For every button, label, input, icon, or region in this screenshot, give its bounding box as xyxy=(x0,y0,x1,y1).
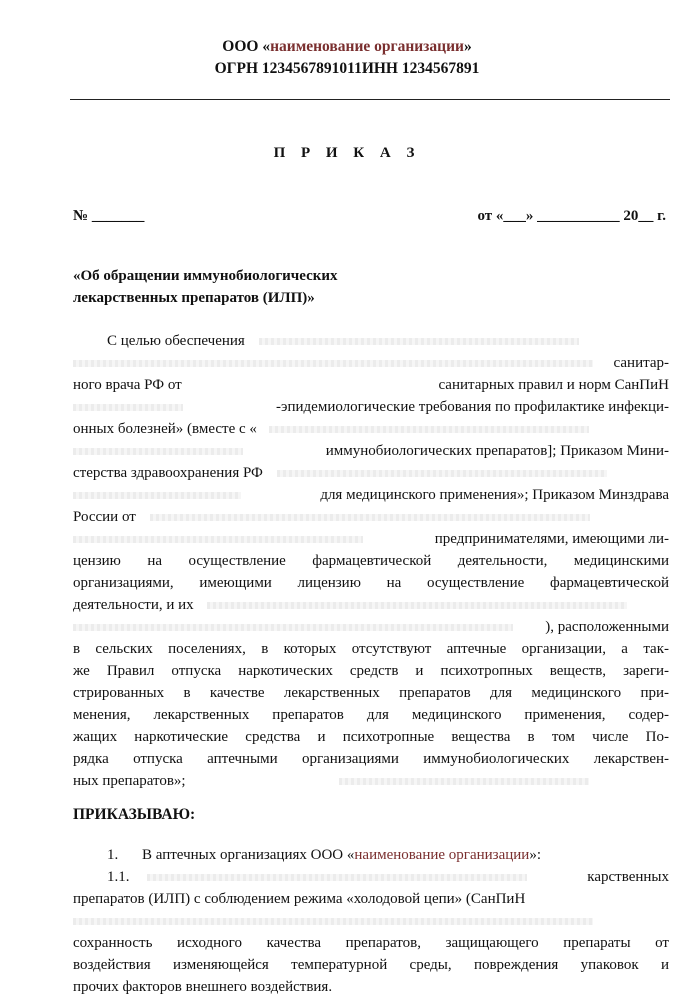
redacted-text xyxy=(269,426,589,433)
ogrn-inn-line: ОГРН 1234567891011ИНН 1234567891 xyxy=(214,60,480,77)
body-line-13 xyxy=(73,596,669,614)
redacted-text xyxy=(73,360,593,367)
item-1-1-line-2 xyxy=(73,890,669,908)
redacted-text xyxy=(73,404,183,411)
body-line-18: менения, лекарственных препаратов для медицинского применения, содер- xyxy=(73,707,669,723)
org-name-placeholder: наименование организации xyxy=(270,38,464,55)
body-text: ного врача РФ от xyxy=(73,377,182,393)
body-line-19: жащих наркотические средства и психотропные вещества в том числе По- xyxy=(73,729,669,745)
body-line-9 xyxy=(73,508,669,526)
body-line-11: цензию на осуществление фармацевтической деятельности, медицинскими xyxy=(73,553,669,569)
item-text: В аптечных организациях ООО « xyxy=(142,847,355,863)
body-line-20: рядка отпуска аптечными организациями иммунобиологических лекарствен- xyxy=(73,751,669,767)
redacted-text xyxy=(73,624,513,631)
order-date: от «___» ___________ 20__ г. xyxy=(477,208,666,224)
redacted-text xyxy=(277,470,607,477)
item-1-1-line-gap xyxy=(73,912,669,930)
body-text: России от xyxy=(73,509,136,525)
item-number: 1.1. xyxy=(107,869,130,885)
body-line-21 xyxy=(73,772,589,790)
item-text: препаратов (ИЛП) с соблюдением режима «холодовой цепи» (СанПиН xyxy=(73,891,526,907)
body-line-6 xyxy=(73,442,669,460)
redacted-text xyxy=(339,778,589,785)
body-text: деятельности, и их xyxy=(73,597,194,613)
redacted-text xyxy=(259,338,579,345)
body-line-17: стрированных в качестве лекарственных препаратов для медицинского при- xyxy=(73,685,669,701)
body-line-8 xyxy=(73,486,669,504)
redacted-text xyxy=(150,514,590,521)
body-line-2 xyxy=(73,354,669,372)
body-text: -эпидемиологические требования по профилактике инфекци- xyxy=(276,399,669,415)
body-text: стерства здравоохранения РФ xyxy=(73,465,263,481)
body-text: ных препаратов»; xyxy=(73,773,186,789)
item-text-suffix: »: xyxy=(529,847,541,863)
body-line-12: организациями, имеющими лицензию на осуществление фармацевтической xyxy=(73,575,669,591)
redacted-text xyxy=(73,492,241,499)
organization-name-line xyxy=(0,38,694,56)
redacted-text xyxy=(73,918,593,925)
body-text: санитарных правил и норм СанПиН xyxy=(438,377,669,393)
header-divider xyxy=(70,99,670,100)
redacted-text xyxy=(147,874,527,881)
body-line-15: в сельских поселениях, в которых отсутствуют аптечные организации, а так- xyxy=(73,641,669,657)
redacted-text xyxy=(73,448,243,455)
org-prefix: ООО « xyxy=(222,38,271,55)
body-text: ), расположенными xyxy=(545,619,669,635)
body-line-7 xyxy=(73,464,669,482)
body-line-3 xyxy=(73,376,669,394)
item-1-1-line-1 xyxy=(107,868,669,886)
order-number: № _______ xyxy=(73,208,145,224)
body-line-10 xyxy=(73,530,669,548)
body-text: С целью обеспечения xyxy=(107,333,245,349)
body-text: предпринимателями, имеющими ли- xyxy=(434,531,669,547)
body-line-5 xyxy=(73,420,669,438)
item-number: 1. xyxy=(107,847,119,863)
item-1-1-line-3: сохранность исходного качества препаратов, защищающего препараты от xyxy=(73,935,669,951)
item-1-1-line-4: воздействия изменяющейся температурной среды, повреждения упаковок и xyxy=(73,957,669,973)
redacted-text xyxy=(73,536,363,543)
item-org-name: наименование организации xyxy=(354,847,530,863)
body-text: санитар- xyxy=(613,355,669,371)
body-text: для медицинского применения»; Приказом Минздрава xyxy=(320,487,669,503)
body-line-14 xyxy=(73,618,669,636)
org-suffix: » xyxy=(463,38,472,55)
order-directive-heading: ПРИКАЗЫВАЮ: xyxy=(73,806,196,823)
item-text: карственных xyxy=(587,869,669,885)
body-line-1 xyxy=(107,332,667,350)
body-text: иммунобиологических препаратов]; Приказом Мини- xyxy=(325,443,669,459)
order-title: П Р И К А З xyxy=(273,145,421,161)
body-line-16: же Правил отпуска наркотических средств и психотропных веществ, зареги- xyxy=(73,663,669,679)
subject-line-2: лекарственных препаратов (ИЛП)» xyxy=(73,290,315,306)
item-1-1-line-5: прочих факторов внешнего воздействия. xyxy=(73,979,333,995)
subject-line-1: «Об обращении иммунобиологических xyxy=(73,268,338,284)
item-1 xyxy=(107,846,667,864)
body-line-4 xyxy=(73,398,669,416)
body-text: онных болезней» (вместе с « xyxy=(73,421,257,437)
redacted-text xyxy=(207,602,627,609)
